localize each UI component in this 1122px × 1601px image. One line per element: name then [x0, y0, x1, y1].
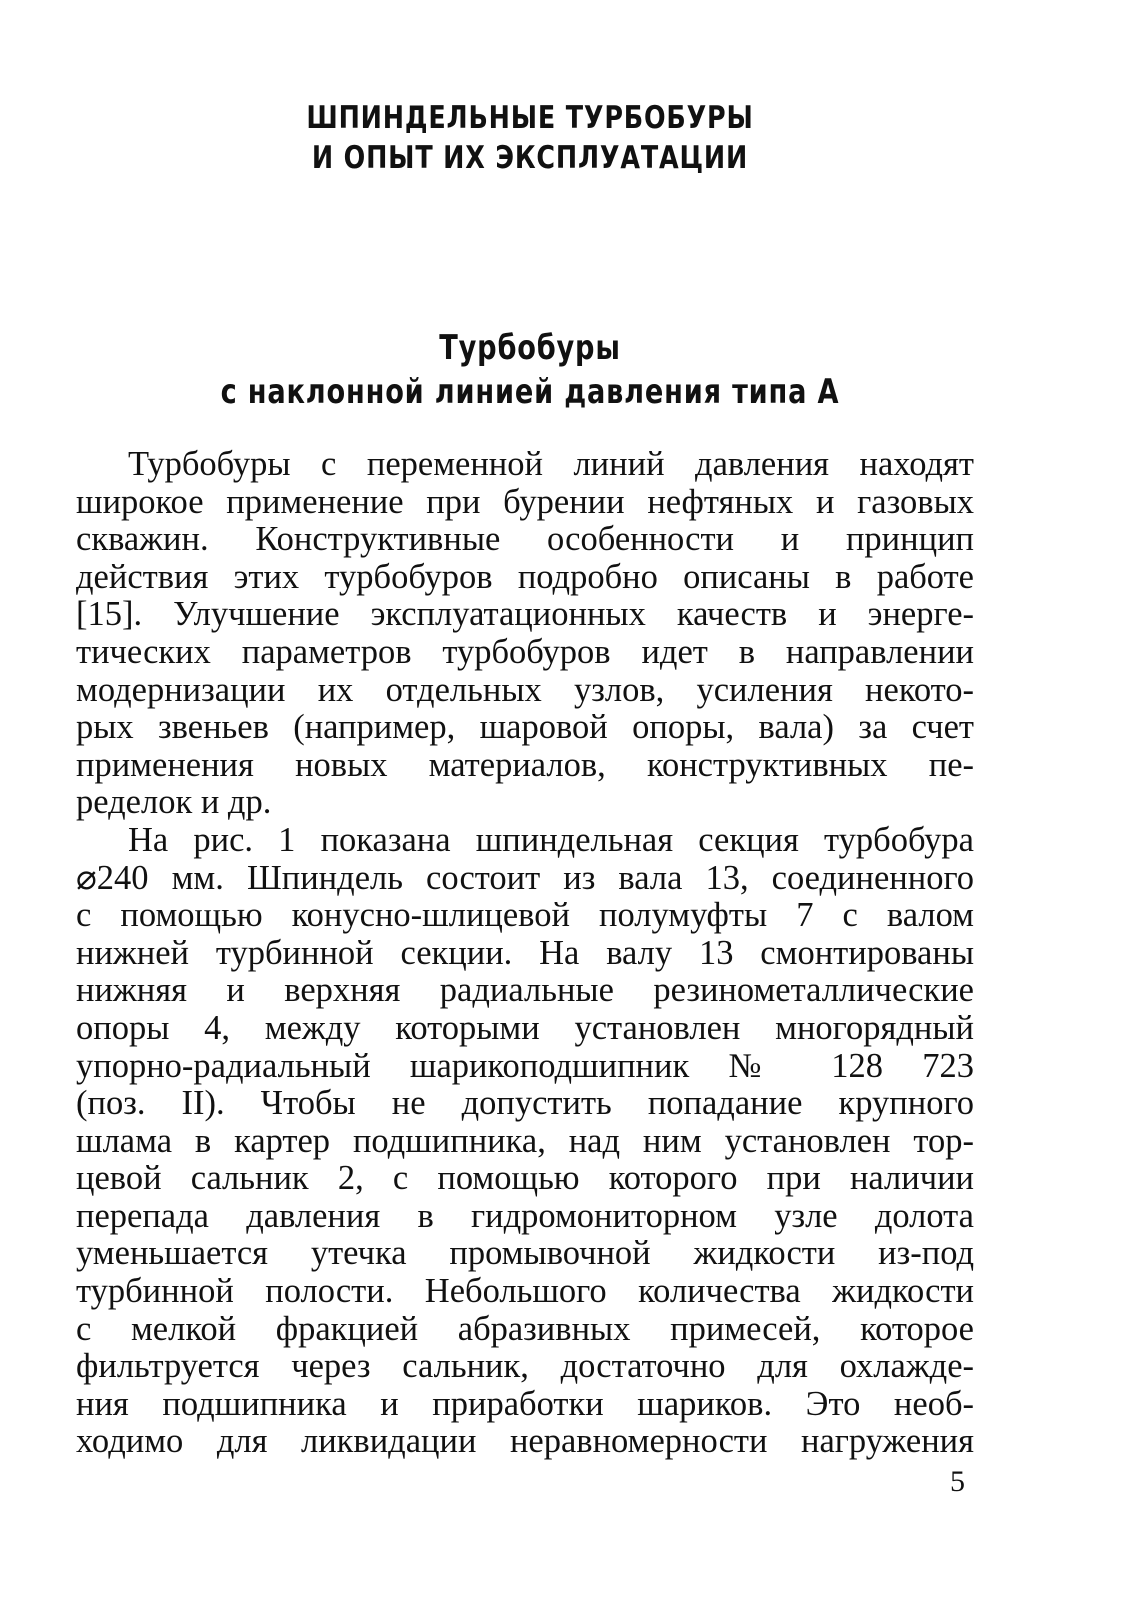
text-line: ределок и др. — [76, 783, 272, 822]
text-line: ния подшипника и приработки шариков. Это необ- — [76, 1384, 974, 1423]
section-title-line: Турбобуры — [439, 328, 621, 368]
text-line: опоры 4, между которыми установлен многорядный — [76, 1008, 974, 1047]
body-text — [76, 446, 974, 1461]
text-line: (поз. II). Чтобы не допустить попадание крупного — [76, 1084, 974, 1123]
text-line: фильтруется через сальник, достаточно для охлажде- — [76, 1347, 974, 1386]
text-line: с помощью конусно-шлицевой полумуфты 7 с валом — [76, 896, 974, 935]
text-line: цевой сальник 2, с помощью которого при наличии — [76, 1159, 974, 1198]
section-title-line: с наклонной линией давления типа А — [220, 372, 840, 412]
text-line: скважин. Конструктивные особенности и принцип — [76, 520, 974, 559]
text-line: тических параметров турбобуров идет в направлении — [76, 632, 974, 671]
text-line: Турбобуры с переменной линий давления находят — [128, 445, 974, 483]
text-line: ⌀240 мм. Шпиндель состоит из вала 13, соединенного — [76, 858, 974, 897]
text-line: шлама в картер подшипника, над ним установлен тор- — [76, 1121, 974, 1160]
text-line: применения новых материалов, конструктивных пе- — [76, 745, 974, 784]
text-line: турбинной полости. Небольшого количества жидкости — [76, 1272, 974, 1311]
chapter-title-line: ШПИНДЕЛЬНЫЕ ТУРБОБУРЫ — [306, 100, 754, 136]
text-line: действия этих турбобуров подробно описаны в работе — [76, 557, 974, 596]
text-line: На рис. 1 показана шпиндельная секция турбобура — [128, 820, 974, 859]
paragraph-2 — [76, 822, 974, 1461]
page-number: 5 — [950, 1465, 965, 1498]
chapter-title-line: И ОПЫТ ИХ ЭКСПЛУАТАЦИИ — [311, 140, 749, 176]
text-line: нижней турбинной секции. На валу 13 смонтированы — [76, 933, 974, 972]
text-line: рых звеньев (например, шаровой опоры, вала) за счет — [76, 708, 974, 747]
text-line: широкое применение при бурении нефтяных и газовых — [76, 482, 974, 521]
section-title — [106, 326, 954, 414]
text-line: упорно-радиальный шарикоподшипник № 128 723 — [76, 1046, 974, 1085]
text-line: уменьшается утечка промывочной жидкости из-под — [76, 1234, 974, 1273]
chapter-title — [95, 98, 964, 178]
text-line: ходимо для ликвидации неравномерности нагружения — [76, 1422, 974, 1461]
paragraph-1 — [76, 446, 974, 822]
text-line: нижняя и верхняя радиальные резинометаллические — [76, 971, 974, 1010]
text-line: [15]. Улучшение эксплуатационных качеств и энерге- — [76, 595, 974, 634]
text-line: с мелкой фракцией абразивных примесей, которое — [76, 1309, 974, 1348]
text-line: перепада давления в гидромониторном узле долота — [76, 1196, 974, 1235]
text-line: модернизации их отдельных узлов, усиления некото- — [76, 670, 974, 709]
